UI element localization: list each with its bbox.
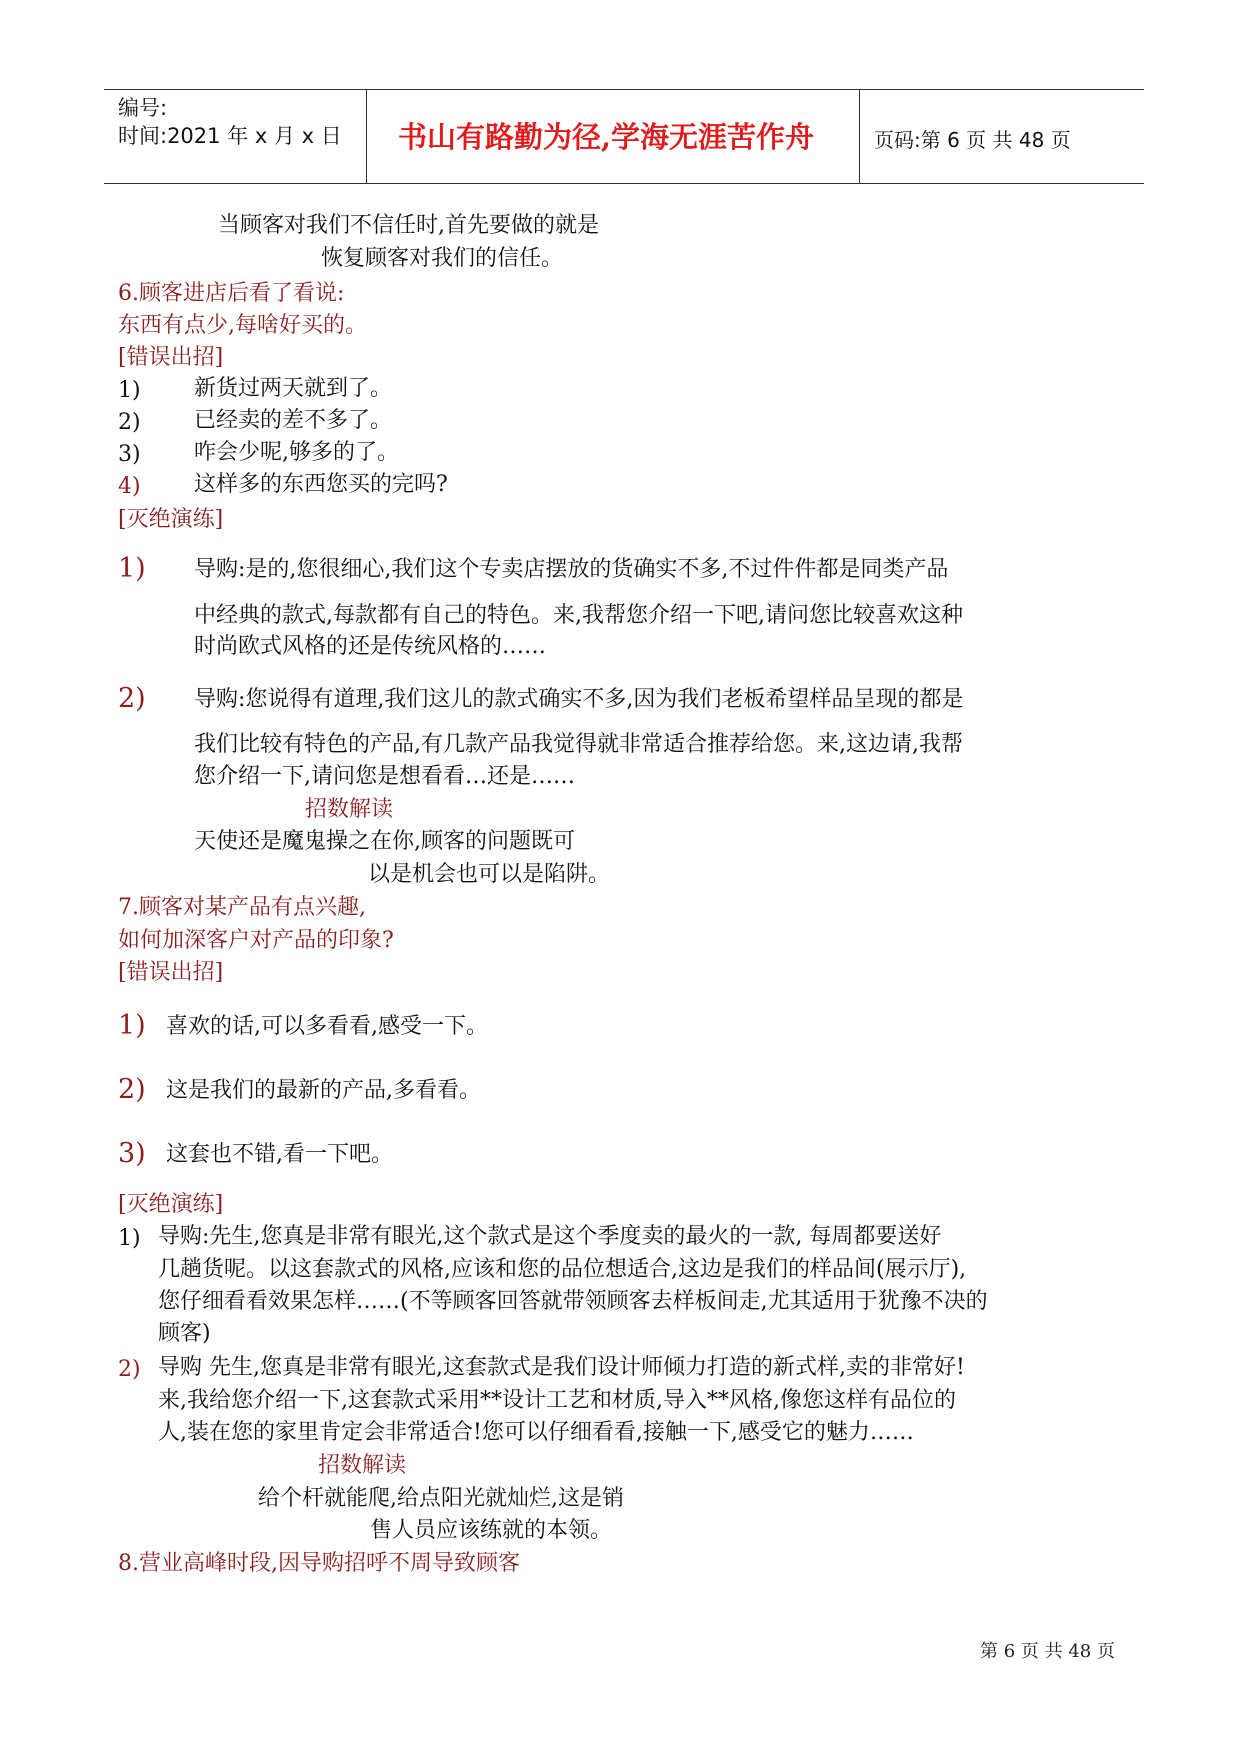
wrong-heading: [错误出招] [118,345,224,370]
header-table [104,89,1144,184]
analysis-line: 以是机会也可以是陷阱。 [368,862,611,887]
paragraph-line: 时尚欧式风格的还是传统风格的…… [194,634,547,659]
list-number: 1) [118,1226,141,1251]
paragraph-line: 导购:先生,您真是非常有眼光,这个款式是这个季度卖的最火的一款, 每周都要送好 [158,1224,942,1249]
header-divider [859,90,860,183]
list-number: 1) [118,1010,146,1041]
paragraph-line: 您介绍一下,请问您是想看看…还是…… [194,764,575,789]
section-title: 7.顾客对某产品有点兴趣, [118,895,366,920]
paragraph-line: 来,我给您介绍一下,这套款式采用**设计工艺和材质,导入**风格,像您这样有品位的 [158,1388,956,1413]
analysis-line: 售人员应该练就的本领。 [370,1518,613,1543]
list-number: 2) [118,1074,146,1105]
list-item: 喜欢的话,可以多看看,感受一下。 [166,1014,488,1039]
paragraph-line: 顾客) [158,1321,211,1346]
paragraph-line: 我们比较有特色的产品,有几款产品我觉得就非常适合推荐给您。来,这边请,我帮 [194,732,963,757]
time-label: 时间:2021 年 x 月 x 日 [118,124,342,148]
right-heading: [灭绝演练] [118,1192,224,1217]
section-title: 东西有点少,每啥好买的。 [118,313,367,338]
list-number: 4) [118,474,141,499]
list-number: 2) [118,683,146,714]
analysis-heading: 招数解读 [318,1453,407,1478]
paragraph-line: 导购:是的,您很细心,我们这个专卖店摆放的货确实不多,不过件件都是同类产品 [194,557,949,582]
footer-page-number: 第 6 页 共 48 页 [980,1641,1115,1662]
list-number: 2) [118,1357,141,1382]
paragraph-line: 导购 先生,您真是非常有眼光,这套款式是我们设计师倾力打造的新式样,卖的非常好! [158,1355,965,1380]
analysis-heading: 招数解读 [305,797,394,822]
list-number: 1) [118,378,141,403]
analysis-line: 给个杆就能爬,给点阳光就灿烂,这是销 [258,1486,624,1511]
motto: 书山有路勤为径,学海无涯苦作舟 [397,120,815,154]
section-title: 6.顾客进店后看了看说: [118,281,345,306]
section-title: 8.营业高峰时段,因导购招呼不周导致顾客 [118,1551,520,1576]
paragraph-line: 中经典的款式,每款都有自己的特色。来,我帮您介绍一下吧,请问您比较喜欢这种 [194,603,963,628]
number-label: 编号: [118,96,168,120]
analysis-line: 天使还是魔鬼操之在你,顾客的问题既可 [194,829,575,854]
section-title: 如何加深客户对产品的印象? [118,928,394,953]
list-item: 这套也不错,看一下吧。 [166,1142,393,1167]
right-heading: [灭绝演练] [118,507,224,532]
paragraph-line: 您仔细看看效果怎样……(不等顾客回答就带领顾客去样板间走,尤其适用于犹豫不决的 [158,1289,988,1314]
list-item: 新货过两天就到了。 [194,376,393,401]
list-item: 这样多的东西您买的完吗? [194,472,448,497]
list-number: 3) [118,442,141,467]
paragraph-line: 几趟货呢。以这套款式的风格,应该和您的品位想适合,这边是我们的样品间(展示厅), [158,1257,967,1282]
list-item: 这是我们的最新的产品,多看看。 [166,1078,481,1103]
page-info: 页码:第 6 页 共 48 页 [874,128,1071,152]
list-number: 3) [118,1138,146,1169]
list-number: 2) [118,410,141,435]
wrong-heading: [错误出招] [118,960,224,985]
intro-line: 恢复顾客对我们的信任。 [321,246,564,271]
list-item: 已经卖的差不多了。 [194,408,393,433]
header-left [118,94,342,150]
intro-line: 当顾客对我们不信任时,首先要做的就是 [218,213,599,238]
paragraph-line: 人,装在您的家里肯定会非常适合!您可以仔细看看,接触一下,感受它的魅力…… [158,1420,914,1445]
paragraph-line: 导购:您说得有道理,我们这儿的款式确实不多,因为我们老板希望样品呈现的都是 [194,687,964,712]
list-number: 1) [118,553,146,584]
list-item: 咋会少呢,够多的了。 [194,440,399,465]
